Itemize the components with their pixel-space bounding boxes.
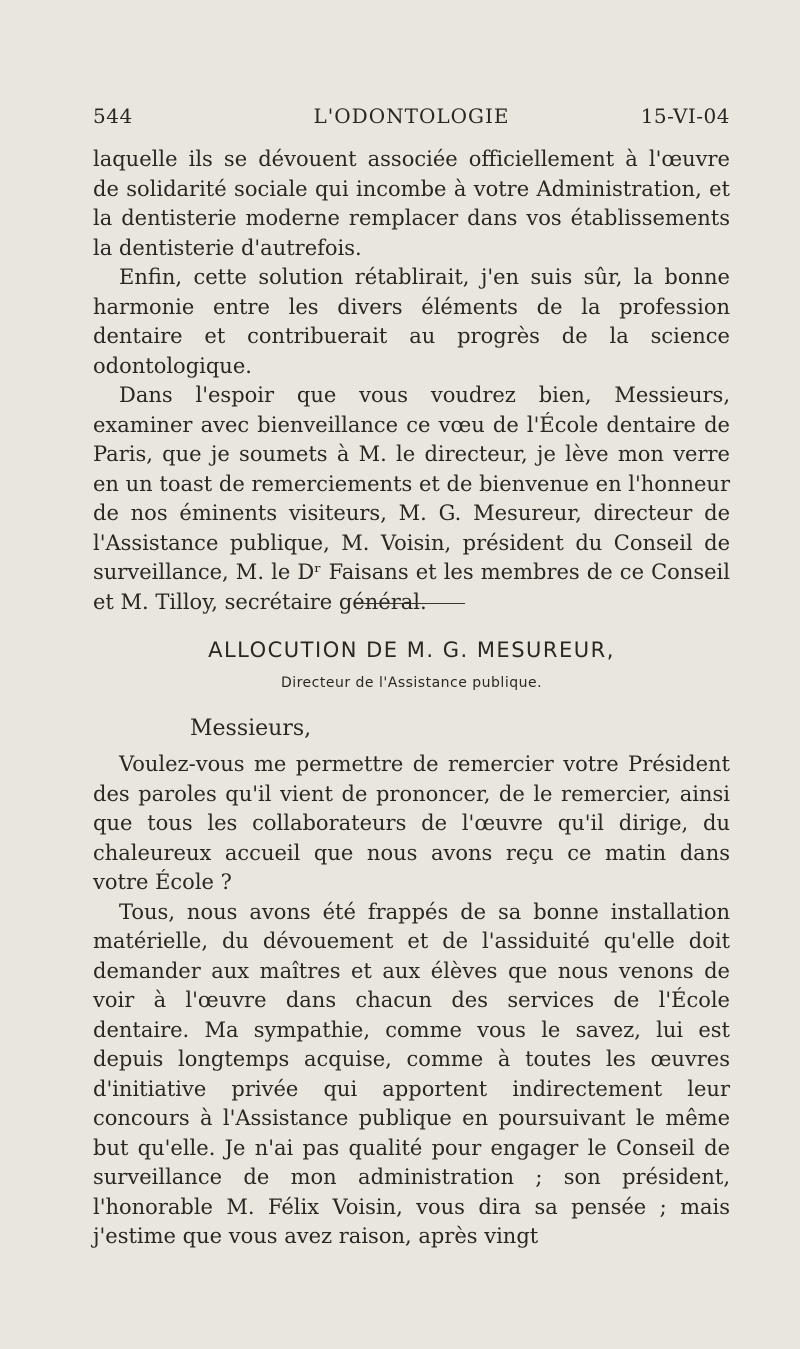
paragraph: Dans l'espoir que vous voudrez bien, Messieurs, examiner avec bienveillance ce vœu de l'École dentaire de Paris, que je soumets à M. le directeur, je lève mon verre en un toast de remerciements et de bienvenue en l'honneur de nos éminents visiteurs, M. G. Mesureur, directeur de l'Assistance publique, M. Voisin, président du Conseil de surveillance, M. le Dʳ Faisans et les membres de ce Conseil et M. Tilloy, secrétaire général. xyxy=(93,383,730,614)
paragraph: Enfin, cette solution rétablirait, j'en suis sûr, la bonne harmonie entre les divers éléments de la profession dentaire et contribuerait au progrès de la science odontologique. xyxy=(93,265,730,378)
issue-date: 15-VI-04 xyxy=(640,104,730,128)
salutation: Messieurs, xyxy=(190,716,312,741)
page-number: 544 xyxy=(93,104,133,128)
paragraph: Voulez-vous me permettre de remercier votre Président des paroles qu'il vient de prononcer, de le remercier, ainsi que tous les collaborateurs de l'œuvre qu'il dirige, du chaleureux accueil que nous avons reçu ce matin dans votre École ? xyxy=(93,752,730,894)
paragraph: Tous, nous avons été frappés de sa bonne installation matérielle, du dévouement et de l'assiduité qu'elle doit demander aux maîtres et aux élèves que nous venons de voir à l'œuvre dans chacun des services de l'École dentaire. Ma sympathie, comme vous le savez, lui est depuis longtemps acquise, comme à toutes les œuvres d'initiative privée qui apportent indirectement leur concours à l'Assistance publique en poursuivant le même but qu'elle. Je n'ai pas qualité pour engager le Conseil de surveillance de mon administration ; son président, l'honorable M. Félix Voisin, vous dira sa pensée ; mais j'estime que vous avez raison, après vingt xyxy=(93,899,730,1248)
section-title: ALLOCUTION DE M. G. MESUREUR, xyxy=(208,638,615,662)
running-title: L'ODONTOLOGIE xyxy=(313,104,510,128)
section-1-text xyxy=(93,145,730,617)
paragraph: laquelle ils se dévouent associée officiellement à l'œuvre de solidarité sociale qui incombe à votre Administration, et la dentisterie moderne remplacer dans vos établissements la dentisterie d'autrefois. xyxy=(93,147,730,260)
allocution-text xyxy=(93,750,730,1252)
section-subtitle: Directeur de l'Assistance publique. xyxy=(280,675,543,691)
page-header xyxy=(93,104,730,132)
section-divider xyxy=(355,603,465,604)
